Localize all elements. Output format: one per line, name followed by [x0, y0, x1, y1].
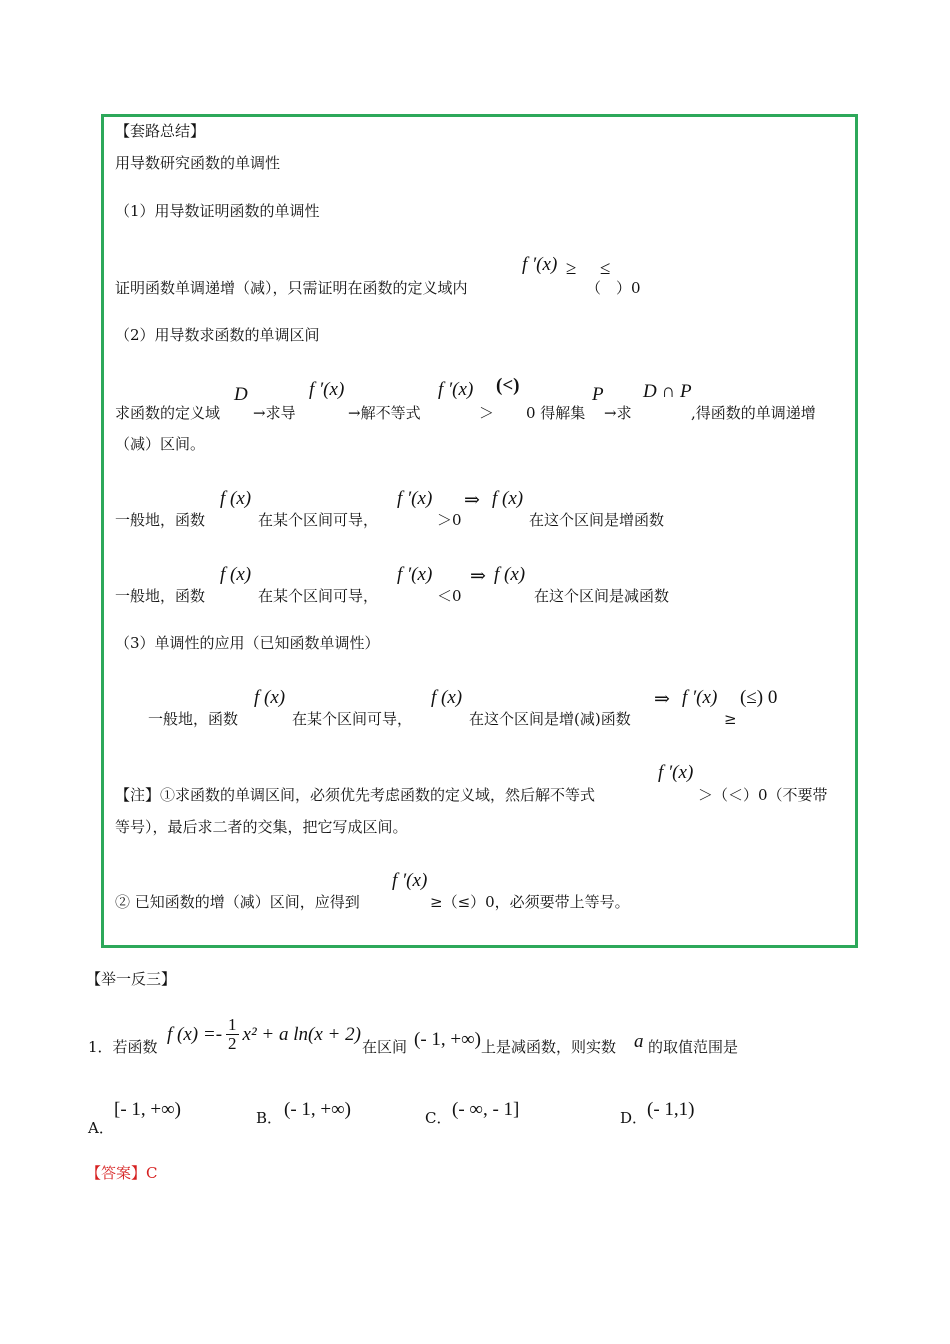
formula-fpx: f ′(x): [522, 254, 558, 275]
implies-symbol: ⇒: [654, 689, 670, 710]
fraction-numerator: 1: [228, 1014, 237, 1034]
function-lhs: f (x) =-: [167, 1023, 223, 1045]
solution-set-P: P: [592, 384, 604, 405]
answer: [86, 1166, 158, 1181]
question-function: [167, 1006, 361, 1062]
summary-title: 【套路总结】: [115, 122, 206, 140]
rule1-d: 在这个区间是增函数: [529, 511, 665, 529]
step-find: →求: [604, 404, 632, 422]
formula-fx: f (x): [492, 488, 524, 509]
formula-fpx: f ′(x): [658, 762, 694, 783]
section3-title: （3）单调性的应用（已知函数单调性）: [115, 634, 380, 652]
rule1-c: ＞0: [437, 511, 462, 529]
section3-ge: ≥: [724, 710, 737, 728]
section1-paren: （ ）0: [586, 279, 641, 297]
note1-c: 等号），最后求二者的交集，把它写成区间。: [115, 818, 408, 836]
section1-line: 证明函数单调递增（减），只需证明在函数的定义域内: [115, 279, 468, 297]
option-d-value[interactable]: (- 1,1): [647, 1099, 695, 1120]
section3-c: 在这个区间是增(减)函数: [469, 710, 631, 728]
formula-fx: f (x): [220, 564, 252, 585]
fraction-half: [226, 1016, 239, 1053]
implies-symbol: ⇒: [470, 566, 486, 587]
option-a-value[interactable]: [- 1, +∞): [114, 1099, 181, 1120]
note2-a: ② 已知函数的增（减）区间，应得到: [115, 893, 360, 911]
question-var: a: [634, 1031, 644, 1052]
note1-a: 【注】①求函数的单调区间，必须优先考虑函数的定义域，然后解不等式: [115, 786, 596, 804]
question-mid: 在区间: [362, 1038, 408, 1056]
section3-b: 在某个区间可导，: [292, 710, 413, 728]
section3-a: 一般地，函数: [148, 710, 239, 728]
leq-symbol: ≤: [600, 258, 611, 279]
question-number: 1．若函数: [88, 1038, 158, 1056]
answer-value: C: [146, 1164, 158, 1182]
rule2-b: 在某个区间可导，: [258, 587, 379, 605]
example-title: 【举一反三】: [86, 970, 177, 988]
function-rhs: x² + a ln(x + 2): [242, 1023, 361, 1045]
question-interval: (- 1, +∞): [414, 1029, 481, 1050]
domain-D: D: [234, 384, 248, 405]
formula-fpx: f ′(x): [397, 564, 433, 585]
note1-b: ＞（＜）0（不要带: [698, 786, 828, 804]
option-c-value[interactable]: (- ∞, - 1]: [452, 1099, 520, 1120]
step-domain: 求函数的定义域: [115, 404, 221, 422]
answer-label: 【答案】: [86, 1164, 147, 1182]
rule2-a: 一般地，函数: [115, 587, 206, 605]
step-result: ,得函数的单调递增: [691, 404, 816, 422]
formula-fx: f (x): [254, 687, 286, 708]
formula-fpx: f ′(x): [309, 379, 345, 400]
formula-fx: f (x): [220, 488, 252, 509]
rule1-b: 在某个区间可导，: [258, 511, 379, 529]
implies-symbol: ⇒: [464, 490, 480, 511]
step-derive: →求导: [253, 404, 296, 422]
step-solve: →解不等式: [348, 404, 421, 422]
step-solution: 0 得解集: [526, 404, 586, 422]
question-tail: 的取值范围是: [648, 1038, 739, 1056]
formula-fpx: f ′(x): [682, 687, 718, 708]
option-b-value[interactable]: (- 1, +∞): [284, 1099, 351, 1120]
option-c-label: C．: [425, 1109, 452, 1127]
formula-fx: f (x): [431, 687, 463, 708]
formula-fpx: f ′(x): [397, 488, 433, 509]
question-end: 上是减函数，则实数: [481, 1038, 617, 1056]
formula-fpx: f ′(x): [392, 870, 428, 891]
rule2-c: ＜0: [437, 587, 462, 605]
option-a-label: A．: [88, 1119, 114, 1137]
geq-symbol: ≥: [566, 258, 577, 279]
option-d-label: D．: [620, 1109, 648, 1127]
leq-zero: (≤) 0: [740, 687, 778, 708]
note2-b: ≥（≤）0，必须要带上等号。: [430, 893, 630, 911]
fraction-denominator: 2: [228, 1033, 237, 1053]
rule2-d: 在这个区间是减函数: [534, 587, 670, 605]
summary-intro: 用导数研究函数的单调性: [115, 154, 281, 172]
step-result-cont: （减）区间。: [115, 435, 206, 453]
intersection-DP: D ∩ P: [643, 381, 692, 402]
section2-title: （2）用导数求函数的单调区间: [115, 326, 320, 344]
option-b-label: B．: [256, 1109, 283, 1127]
section1-title: （1）用导数证明函数的单调性: [115, 202, 320, 220]
formula-fpx: f ′(x): [438, 379, 474, 400]
rule1-a: 一般地，函数: [115, 511, 206, 529]
step-gt: ＞: [479, 404, 495, 422]
lt-paren: (<): [496, 375, 520, 396]
formula-fx: f (x): [494, 564, 526, 585]
